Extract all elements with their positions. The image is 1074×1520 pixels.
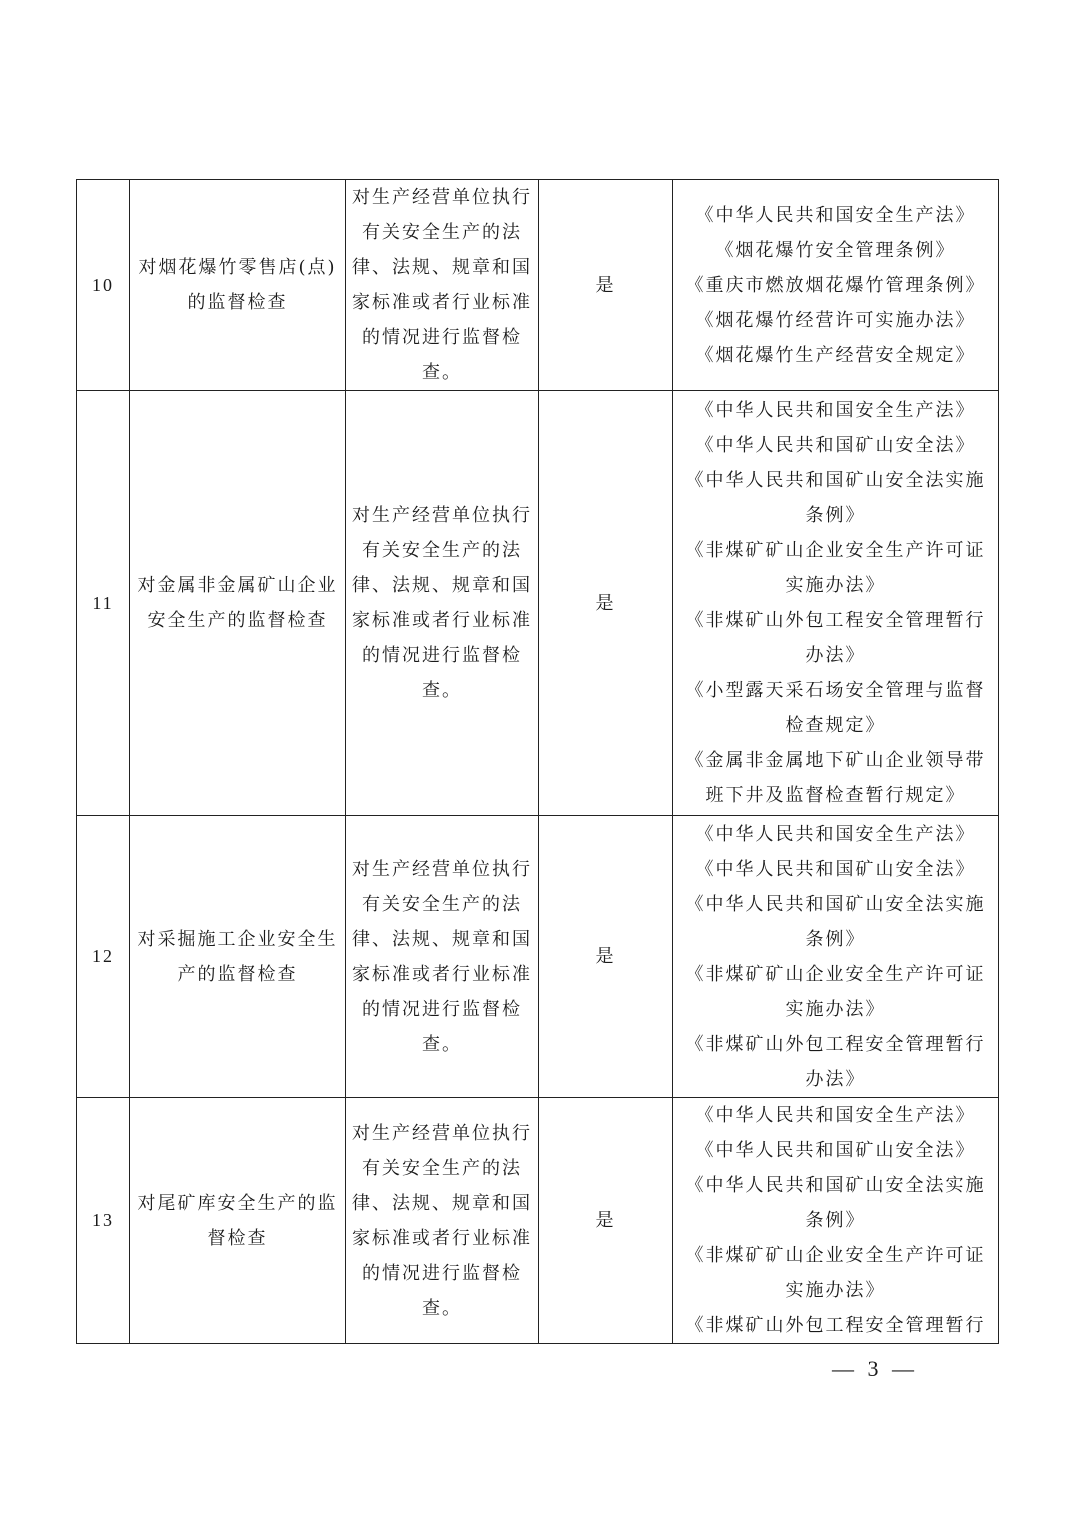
law-title: 《非煤矿矿山企业安全生产许可证实施办法》 [685, 540, 986, 596]
table-row [77, 180, 999, 391]
item-content: 对生产经营单位执行有关安全生产的法律、法规、规章和国家标准或者行业标准的情况进行监督检查。 [346, 391, 539, 816]
legal-basis [673, 391, 999, 816]
law-title: 《小型露天采石场安全管理与监督检查规定》 [685, 680, 986, 736]
law-title: 《中华人民共和国安全生产法》 [695, 400, 976, 421]
item-flag: 是 [539, 1098, 673, 1344]
item-flag: 是 [539, 180, 673, 391]
law-title: 《非煤矿山外包工程安全管理暂行办法》 [685, 610, 986, 666]
row-number: 12 [77, 816, 130, 1098]
law-title: 《非煤矿山外包工程安全管理暂行办法》 [685, 1033, 986, 1090]
law-title: 《金属非金属地下矿山企业领导带班下井及监督检查暂行规定》 [685, 750, 986, 806]
row-number: 13 [77, 1098, 130, 1344]
law-title: 《中华人民共和国矿山安全法实施条例》 [685, 1175, 986, 1231]
item-name: 对采掘施工企业安全生产的监督检查 [130, 816, 346, 1098]
legal-basis [673, 816, 999, 1098]
law-title: 《非煤矿矿山企业安全生产许可证实施办法》 [685, 963, 986, 1020]
law-title: 《烟花爆竹安全管理条例》 [715, 239, 956, 261]
table-row [77, 816, 999, 1098]
law-title: 《非煤矿矿山企业安全生产许可证实施办法》 [685, 1245, 986, 1301]
law-title: 《中华人民共和国矿山安全法》 [695, 1140, 976, 1161]
table-row [77, 1098, 999, 1344]
item-content: 对生产经营单位执行有关安全生产的法律、法规、规章和国家标准或者行业标准的情况进行监督检查。 [346, 1098, 539, 1344]
item-flag: 是 [539, 816, 673, 1098]
law-title: 《中华人民共和国安全生产法》 [695, 204, 976, 226]
item-name: 对烟花爆竹零售店(点)的监督检查 [130, 180, 346, 391]
row-number: 11 [77, 391, 130, 816]
supervision-items-table [76, 179, 999, 1344]
law-title: 《中华人民共和国矿山安全法》 [695, 858, 976, 880]
page-number: — 3 — [832, 1356, 918, 1381]
law-title: 《烟花爆竹经营许可实施办法》 [695, 309, 976, 331]
item-content: 对生产经营单位执行有关安全生产的法律、法规、规章和国家标准或者行业标准的情况进行监督检查。 [346, 180, 539, 391]
row-number: 10 [77, 180, 130, 391]
law-title: 《中华人民共和国矿山安全法实施条例》 [685, 893, 986, 950]
law-title: 《中华人民共和国安全生产法》 [695, 823, 976, 845]
law-title: 《烟花爆竹生产经营安全规定》 [695, 344, 976, 366]
law-title: 《中华人民共和国矿山安全法实施条例》 [685, 470, 986, 526]
item-content: 对生产经营单位执行有关安全生产的法律、法规、规章和国家标准或者行业标准的情况进行监督检查。 [346, 816, 539, 1098]
item-name: 对尾矿库安全生产的监督检查 [130, 1098, 346, 1344]
table-row [77, 391, 999, 816]
item-name: 对金属非金属矿山企业安全生产的监督检查 [130, 391, 346, 816]
law-title: 《非煤矿山外包工程安全管理暂行 [685, 1315, 986, 1336]
item-flag: 是 [539, 391, 673, 816]
law-title: 《重庆市燃放烟花爆竹管理条例》 [685, 274, 986, 296]
law-title: 《中华人民共和国安全生产法》 [695, 1105, 976, 1126]
law-title: 《中华人民共和国矿山安全法》 [695, 435, 976, 456]
legal-basis [673, 1098, 999, 1344]
legal-basis [673, 180, 999, 391]
